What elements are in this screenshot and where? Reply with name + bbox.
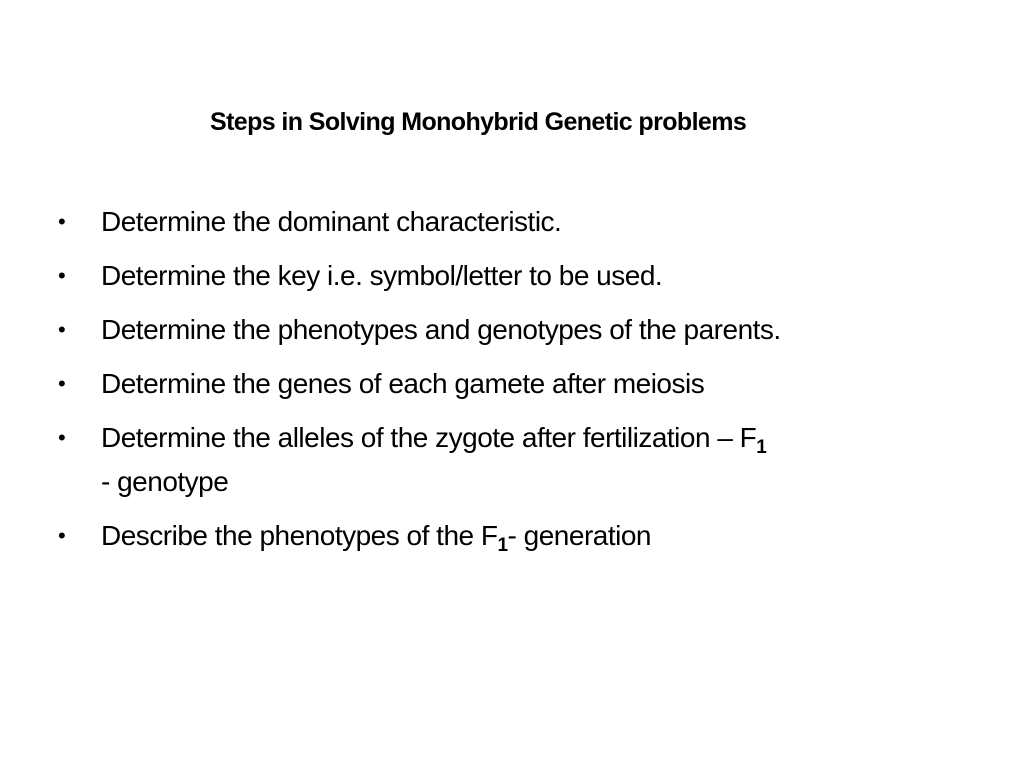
bullet-icon: •	[58, 317, 66, 342]
bullet-icon: •	[58, 209, 66, 234]
list-item	[58, 514, 978, 558]
list-item	[58, 416, 978, 504]
list-item-text-start: Determine the alleles of the zygote after fertilization – F	[101, 422, 757, 453]
list-item	[58, 362, 978, 406]
list-item	[58, 308, 978, 352]
list-item-text-end: - generation	[507, 520, 651, 551]
list-item-text-start: Describe the phenotypes of the F	[101, 520, 498, 551]
f1-subscript: 1	[497, 535, 508, 556]
list-item-text-end: - genotype	[101, 466, 229, 497]
list-item-text	[101, 520, 651, 556]
bullet-icon: •	[58, 263, 66, 288]
list-item-text: Determine the genes of each gamete after meiosis	[101, 368, 705, 399]
list-item	[58, 254, 978, 298]
slide-title: Steps in Solving Monohybrid Genetic problems	[210, 108, 747, 136]
list-item-text: Determine the key i.e. symbol/letter to be used.	[101, 260, 663, 291]
bullet-icon: •	[58, 523, 66, 548]
f1-subscript: 1	[756, 437, 767, 458]
list-item-text: Determine the phenotypes and genotypes of the parents.	[101, 314, 781, 345]
bullet-icon: •	[58, 371, 66, 396]
bullet-icon: •	[58, 425, 66, 450]
list-item-text	[101, 422, 766, 497]
bullet-list	[58, 200, 978, 568]
list-item-text: Determine the dominant characteristic.	[101, 206, 562, 237]
list-item	[58, 200, 978, 244]
